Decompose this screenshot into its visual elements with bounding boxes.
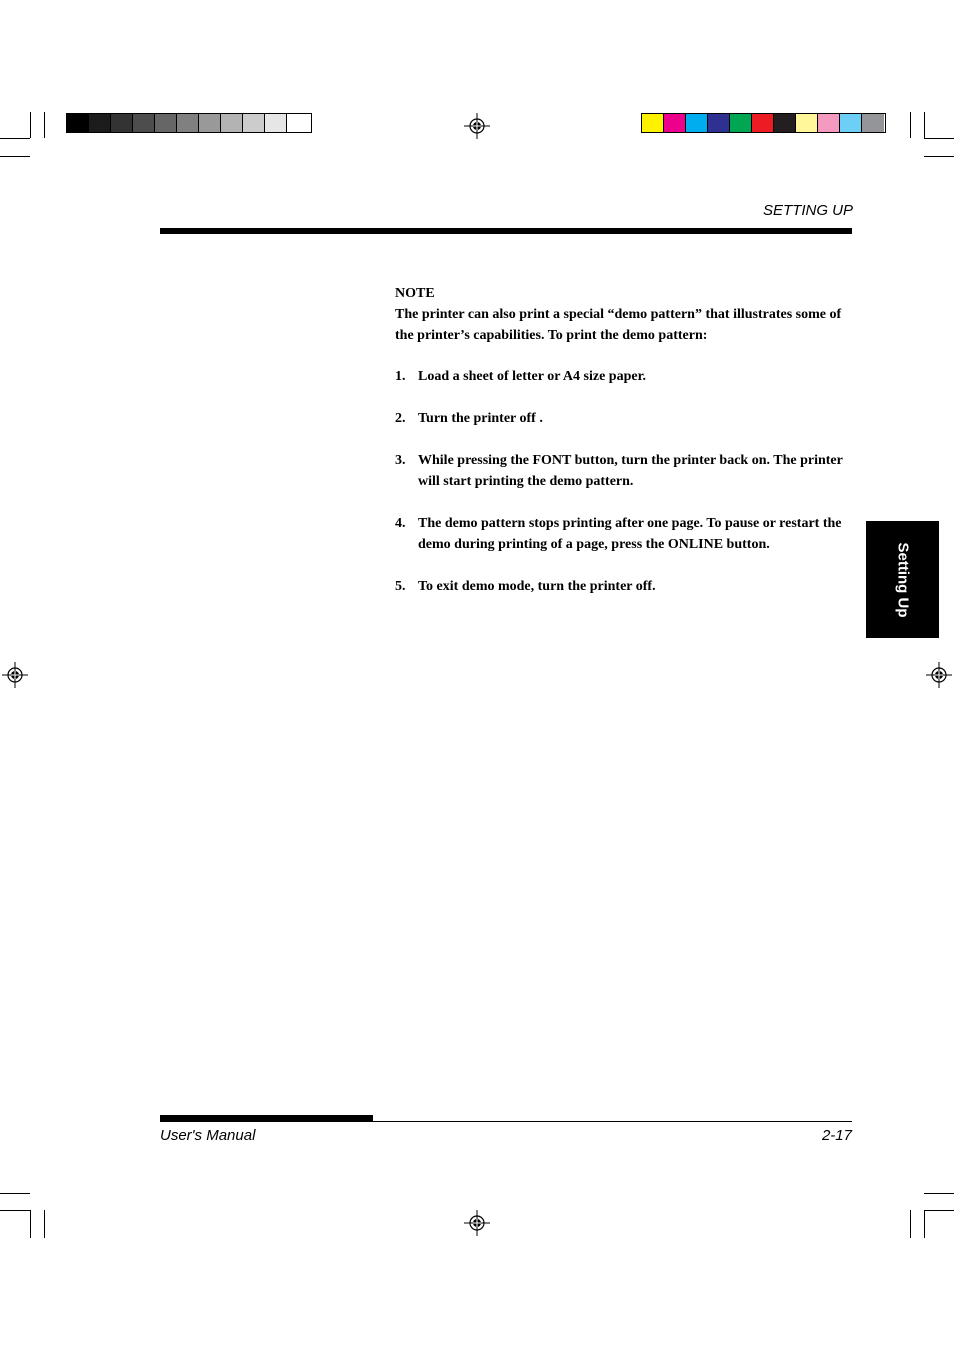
step-number: 4. xyxy=(395,516,406,531)
color-swatch xyxy=(840,114,862,132)
color-calibration-bar xyxy=(641,113,886,133)
color-swatch xyxy=(730,114,752,132)
color-swatch xyxy=(818,114,840,132)
color-swatch xyxy=(752,114,774,132)
color-swatch xyxy=(177,114,199,132)
footer-rule xyxy=(160,1121,852,1122)
step-number: 1. xyxy=(395,369,406,384)
grayscale-calibration-bar xyxy=(66,113,312,133)
header-rule xyxy=(160,228,852,234)
color-swatch xyxy=(155,114,177,132)
crop-mark xyxy=(910,112,911,138)
footer-manual-title: User's Manual xyxy=(160,1127,256,1144)
crop-mark xyxy=(924,138,954,139)
registration-mark-icon xyxy=(926,662,952,688)
step-number: 5. xyxy=(395,579,406,594)
step-number: 3. xyxy=(395,453,406,468)
color-swatch xyxy=(243,114,265,132)
crop-mark xyxy=(924,1210,954,1211)
crop-mark xyxy=(0,156,30,157)
step-text: While pressing the FONT button, turn the printer back on. The printer will start printing the demo pattern. xyxy=(418,453,843,489)
page-number: 2-17 xyxy=(821,1127,852,1144)
color-swatch xyxy=(862,114,884,132)
color-swatch xyxy=(265,114,287,132)
color-swatch xyxy=(708,114,730,132)
registration-mark-icon xyxy=(464,113,490,139)
crop-mark xyxy=(0,1193,30,1194)
step-text: Turn the printer off . xyxy=(418,411,543,426)
section-header: SETTING UP xyxy=(762,202,853,219)
color-swatch xyxy=(67,114,89,132)
crop-mark xyxy=(924,112,925,138)
crop-mark xyxy=(30,1210,31,1238)
crop-mark xyxy=(0,138,30,139)
crop-mark xyxy=(924,1210,925,1238)
step-item xyxy=(395,408,845,429)
step-item xyxy=(395,450,845,492)
color-swatch xyxy=(686,114,708,132)
color-swatch xyxy=(199,114,221,132)
step-item xyxy=(395,576,845,597)
crop-mark xyxy=(924,1193,954,1194)
registration-mark-icon xyxy=(2,662,28,688)
crop-mark xyxy=(44,1210,45,1238)
note-body: The printer can also print a special “demo pattern” that illustrates some of the printer’s capabilities. To print the demo pattern: xyxy=(395,307,842,343)
chapter-tab-label: Setting Up xyxy=(894,542,911,617)
note-title: NOTE xyxy=(395,286,435,301)
step-number: 2. xyxy=(395,411,406,426)
crop-mark xyxy=(0,1210,30,1211)
color-swatch xyxy=(774,114,796,132)
crop-mark xyxy=(924,156,954,157)
step-text: The demo pattern stops printing after one page. To pause or restart the demo during printing of a page, press the ONLINE button. xyxy=(418,516,842,552)
color-swatch xyxy=(133,114,155,132)
color-swatch xyxy=(111,114,133,132)
color-swatch xyxy=(796,114,818,132)
color-swatch xyxy=(221,114,243,132)
step-item xyxy=(395,366,845,387)
crop-mark xyxy=(44,112,45,138)
registration-mark-icon xyxy=(464,1210,490,1236)
step-text: Load a sheet of letter or A4 size paper. xyxy=(418,369,646,384)
color-swatch xyxy=(642,114,664,132)
steps-list xyxy=(395,366,845,597)
color-swatch xyxy=(89,114,111,132)
crop-mark xyxy=(30,112,31,138)
step-item xyxy=(395,513,845,555)
chapter-tab xyxy=(866,521,939,638)
step-text: To exit demo mode, turn the printer off. xyxy=(418,579,656,594)
crop-mark xyxy=(910,1210,911,1238)
color-swatch xyxy=(287,114,309,132)
note-block xyxy=(395,283,845,618)
color-swatch xyxy=(664,114,686,132)
